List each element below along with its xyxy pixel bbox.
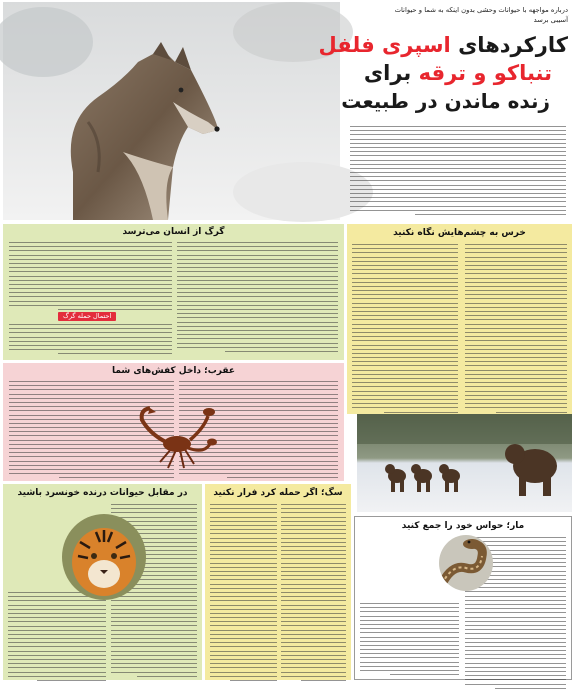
dog-section <box>205 484 351 680</box>
title-line-1 <box>319 32 568 58</box>
wolf-section <box>3 224 344 360</box>
wolf-photo <box>3 2 340 220</box>
title-part-c: تنباکو و ترقه <box>418 61 552 85</box>
title-part-a: کارکردهای <box>458 33 568 57</box>
scorpion-section-title: عقرب؛ داخل کفش‌های شما <box>111 366 236 376</box>
title-line-3: زنده ماندن در طبیعت <box>341 89 550 113</box>
bear-section <box>347 224 572 414</box>
kicker-line-1: درباره مواجهه با حیوانات وحشی بدون اینکه به شما و حیوانات <box>394 6 568 14</box>
title-part-d: برای <box>363 61 412 85</box>
tiger-photo <box>60 512 148 602</box>
article-header <box>318 2 572 120</box>
predators-section-title: در مقابل حیوانات درنده خونسرد باشید <box>17 488 188 498</box>
wolf-attack-tag: احتمال حمله گرگ <box>58 312 116 321</box>
intro-text <box>344 122 572 222</box>
title-line-2 <box>364 60 552 86</box>
kicker-line-2: آسیبی برسد <box>533 16 568 24</box>
bears-photo <box>357 414 572 512</box>
bear-section-title: خرس به چشم‌هایش نگاه نکنید <box>393 228 526 238</box>
snake-photo <box>438 534 494 592</box>
scorpion-illustration <box>132 398 218 474</box>
wolf-section-title: گرگ از انسان می‌ترسد <box>122 227 225 237</box>
snake-section-title: مار؛ حواس خود را جمع کنید <box>401 521 525 531</box>
title-part-b: اسپری فلفل <box>318 33 451 57</box>
dog-section-title: سگ؛ اگر حمله کرد فرار نکنید <box>213 488 343 498</box>
